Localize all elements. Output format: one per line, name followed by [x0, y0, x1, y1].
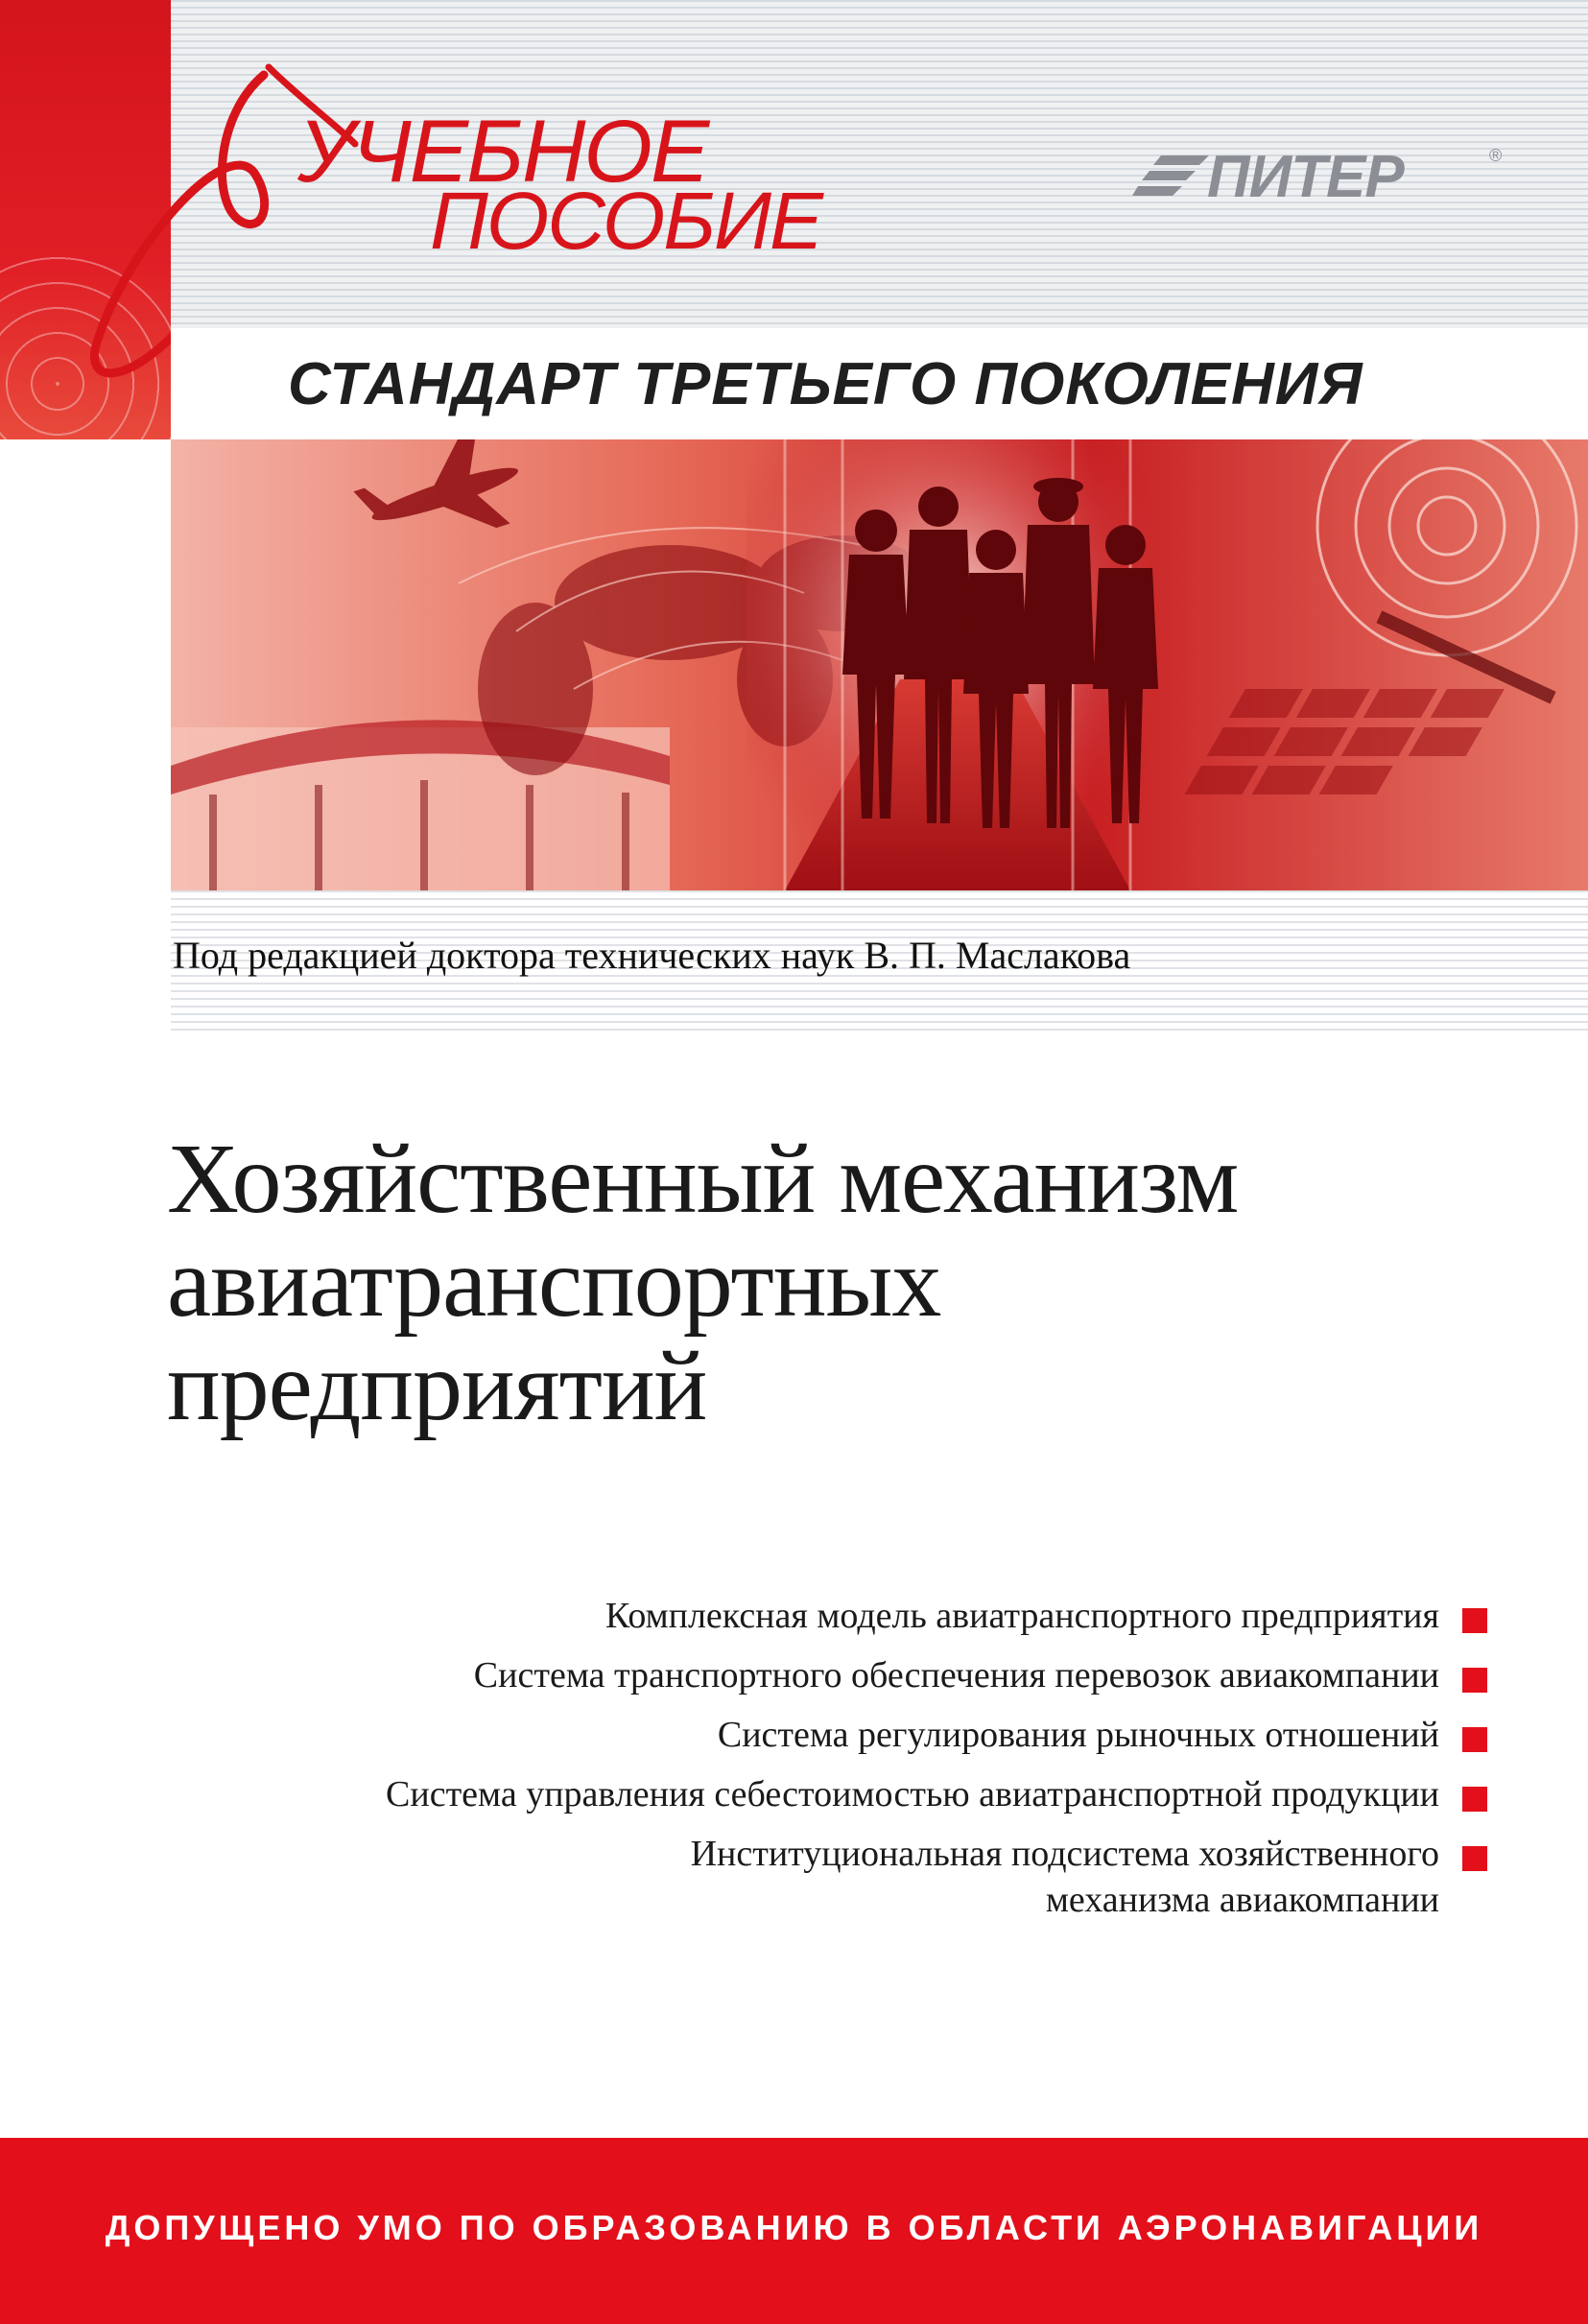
feature-item — [96, 1831, 1497, 1923]
standard-label: СТАНДАРТ ТРЕТЬЕГО ПОКОЛЕНИЯ — [288, 351, 1363, 417]
feature-text: Комплексная модель авиатранспортного предприятия — [604, 1596, 1439, 1636]
publisher-name: ПИТЕР — [1207, 144, 1404, 210]
feature-item — [96, 1652, 1497, 1698]
red-square-bullet-icon — [1462, 1727, 1487, 1752]
red-square-bullet-icon — [1462, 1668, 1487, 1693]
red-square-bullet-icon — [1462, 1608, 1487, 1633]
feature-text: Институциональная подсистема хозяйственного механизма авиакомпании — [690, 1834, 1439, 1920]
feature-text: Система управления себестоимостью авиатранспортной продукции — [386, 1774, 1439, 1814]
title-line-3: предприятий — [167, 1331, 707, 1441]
cover-photo — [171, 439, 1588, 890]
registered-mark: ® — [1489, 146, 1503, 165]
feature-item — [96, 1712, 1497, 1758]
feature-item — [96, 1771, 1497, 1817]
book-title — [167, 1124, 1510, 1441]
red-square-bullet-icon — [1462, 1787, 1487, 1812]
feature-text: Система транспортного обеспечения перевозок авиакомпании — [473, 1655, 1439, 1696]
title-line-1: Хозяйственный механизм — [167, 1124, 1239, 1234]
publisher-logo — [1132, 144, 1503, 211]
feature-text: Система регулирования рыночных отношений — [717, 1715, 1439, 1755]
title-line-2: авиатранспортных — [167, 1227, 941, 1338]
red-square-bullet-icon — [1462, 1846, 1487, 1871]
piter-logo-icon — [1132, 152, 1209, 205]
feature-item — [96, 1593, 1497, 1639]
series-word-1: УЧЕБНОЕ — [297, 103, 708, 201]
approval-label: ДОПУЩЕНО УМО ПО ОБРАЗОВАНИЮ В ОБЛАСТИ АЭРОНАВИГАЦИИ — [105, 2208, 1483, 2247]
features-list — [96, 1593, 1497, 1936]
series-word-2: ПОСОБИЕ — [430, 176, 822, 266]
editor-line: Под редакцией доктора технических наук В. П. Маслакова — [173, 934, 1131, 977]
photo-collage — [171, 439, 1588, 890]
